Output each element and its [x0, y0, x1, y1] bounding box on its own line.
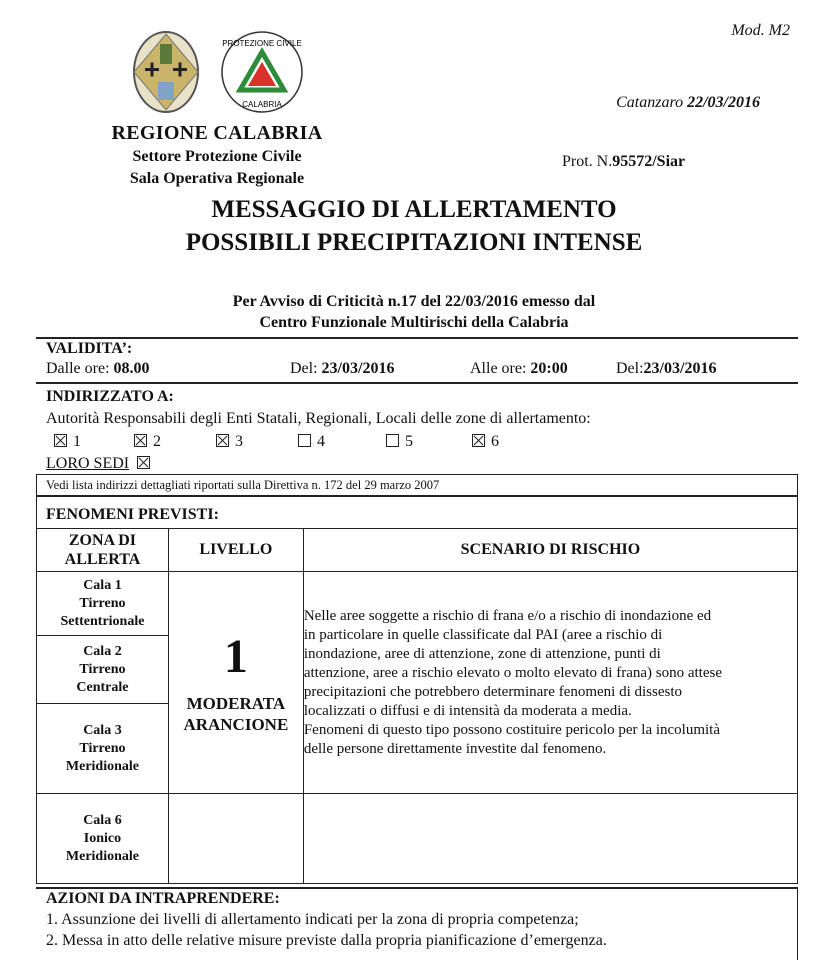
zone-cell-cala1 — [37, 572, 169, 636]
zone-checkbox-5[interactable] — [386, 433, 413, 451]
loro-sedi — [46, 455, 156, 473]
checkbox-empty-icon[interactable] — [386, 434, 399, 447]
level-cell — [168, 572, 303, 794]
level-number: 1 — [223, 629, 248, 683]
checkbox-checked-icon[interactable] — [216, 434, 229, 447]
scenario-line: Fenomeni di questo tipo possono costituire pericolo per la incolumità — [303, 721, 721, 738]
zone-cell-cala2 — [37, 636, 169, 704]
from-date-value: 23/03/2016 — [321, 360, 395, 377]
validity-label: VALIDITA’: — [46, 340, 133, 357]
validity-to-hour — [470, 360, 568, 378]
scenario-line: attenzione, aree a rischio elevato o molto elevato di frana) sono attese — [303, 664, 722, 681]
scenario-line: precipitazioni che potrebbero determinare fenomeni di dissesto — [303, 683, 683, 700]
protocol-value: 95572/Siar — [612, 153, 686, 170]
scenario-cell — [303, 572, 797, 794]
from-date-label: Del: — [290, 360, 318, 377]
scenario-line: localizzati o diffusi e di intensità da moderata a media. — [303, 702, 632, 719]
checkbox-empty-icon[interactable] — [298, 434, 311, 447]
zone-sub: Settentrionale — [60, 613, 145, 629]
checkbox-checked-icon[interactable] — [54, 434, 67, 447]
level-cell-empty — [168, 794, 303, 884]
zone-sub: Meridionale — [65, 848, 139, 864]
zone-area: Tirreno — [79, 740, 126, 756]
divider — [797, 887, 798, 960]
to-date-value: 23/03/2016 — [643, 360, 717, 377]
zone-number: 1 — [73, 433, 81, 450]
checkbox-checked-icon[interactable] — [137, 456, 150, 469]
scenario-line: inondazione, aree di attenzione, zone di attenzione, punti di — [303, 645, 661, 662]
svg-text:PROTEZIONE CIVILE: PROTEZIONE CIVILE — [222, 39, 302, 48]
addressed-label: INDIRIZZATO A: — [46, 388, 174, 405]
zone-header-line: ZONA DI — [68, 532, 136, 549]
phenomena-header-box — [36, 496, 798, 530]
date: 22/03/2016 — [687, 94, 760, 111]
to-hour-value: 20:00 — [530, 360, 568, 377]
column-header-level: LIVELLO — [168, 529, 303, 572]
zone-checkbox-3[interactable] — [216, 433, 243, 451]
region-name: REGIONE CALABRIA — [111, 122, 323, 144]
checkbox-checked-icon[interactable] — [134, 434, 147, 447]
directive-note: Vedi lista indirizzi dettagliati riportati sulla Direttiva n. 172 del 29 marzo 2007 — [46, 478, 440, 492]
zone-code: Cala 1 — [83, 577, 122, 593]
place-date — [616, 94, 760, 112]
zone-code: Cala 3 — [83, 722, 122, 738]
sector-name: Settore Protezione Civile — [132, 148, 302, 165]
protezione-civile-logo-icon — [220, 30, 304, 114]
loro-sedi-text: LORO SEDI — [46, 455, 130, 472]
region-coat-of-arms-icon — [132, 30, 200, 114]
zone-area: Tirreno — [79, 661, 126, 677]
divider — [36, 887, 798, 889]
advisory-line2: Centro Funzionale Multirischi della Calabria — [259, 314, 569, 331]
svg-text:CALABRIA: CALABRIA — [242, 100, 282, 109]
zone-sub: Meridionale — [65, 758, 139, 774]
operations-room: Sala Operativa Regionale — [129, 170, 305, 187]
zone-checkbox-4[interactable] — [298, 433, 325, 451]
divider — [36, 382, 798, 384]
level-text-2: ARANCIONE — [183, 714, 289, 734]
checkbox-checked-icon[interactable] — [472, 434, 485, 447]
level-text-1: MODERATA — [186, 693, 286, 713]
zone-number: 2 — [153, 433, 161, 450]
actions-label: AZIONI DA INTRAPRENDERE: — [46, 890, 280, 907]
validity-from-date — [290, 360, 394, 378]
zone-cell-cala6 — [37, 794, 169, 884]
validity-to-date — [616, 360, 716, 378]
scenario-cell-empty — [303, 794, 797, 884]
phenomena-label: FENOMENI PREVISTI: — [46, 506, 219, 523]
column-header-zone — [37, 529, 169, 572]
zone-number: 5 — [405, 433, 413, 450]
zone-area: Ionico — [83, 830, 122, 846]
zone-code: Cala 6 — [83, 812, 122, 828]
risk-table — [36, 528, 798, 884]
addressed-description: Autorità Responsabili degli Enti Statali, Regionali, Locali delle zone di allertamento: — [46, 410, 591, 427]
scenario-line: delle persone direttamente investite dal fenomeno. — [303, 740, 607, 757]
directive-note-box — [36, 474, 798, 496]
from-hour-label: Dalle ore: — [46, 360, 110, 377]
scenario-line: in particolare in quelle classificate dal PAI (aree a rischio di — [303, 626, 663, 643]
zone-checkbox-1[interactable] — [54, 433, 81, 451]
zone-header-line: ALLERTA — [64, 551, 141, 568]
zone-code: Cala 2 — [83, 643, 122, 659]
model-code: Mod. M2 — [731, 22, 790, 39]
action-item-2: 2. Messa in atto delle relative misure previste dalla propria pianificazione d’emergenza. — [46, 932, 607, 949]
zone-number: 6 — [491, 433, 499, 450]
document-title-line1: MESSAGGIO DI ALLERTAMENTO — [211, 196, 617, 223]
to-hour-label: Alle ore: — [470, 360, 527, 377]
zone-checkbox-2[interactable] — [134, 433, 161, 451]
protocol-number — [562, 153, 685, 171]
place: Catanzaro — [616, 94, 684, 111]
protocol-label: Prot. N. — [562, 153, 613, 170]
scenario-line: Nelle aree soggette a rischio di frana e/o a rischio di inondazione ed — [303, 607, 712, 624]
zone-number: 3 — [235, 433, 243, 450]
advisory-line1: Per Avviso di Criticità n.17 del 22/03/2016 emesso dal — [232, 293, 596, 310]
zone-cell-cala3 — [37, 704, 169, 794]
from-hour-value: 08.00 — [113, 360, 150, 377]
document-title-line2: POSSIBILI PRECIPITAZIONI INTENSE — [185, 229, 643, 256]
validity-from-hour — [46, 360, 150, 378]
divider — [36, 337, 798, 339]
to-date-label: Del: — [616, 360, 644, 377]
zone-number: 4 — [317, 433, 325, 450]
zone-sub: Centrale — [76, 679, 129, 695]
zone-area: Tirreno — [79, 595, 126, 611]
zone-checkbox-6[interactable] — [472, 433, 499, 451]
action-item-1: 1. Assunzione dei livelli di allertamento indicati per la zona di propria competenza; — [46, 911, 579, 928]
column-header-scenario: SCENARIO DI RISCHIO — [303, 529, 797, 572]
